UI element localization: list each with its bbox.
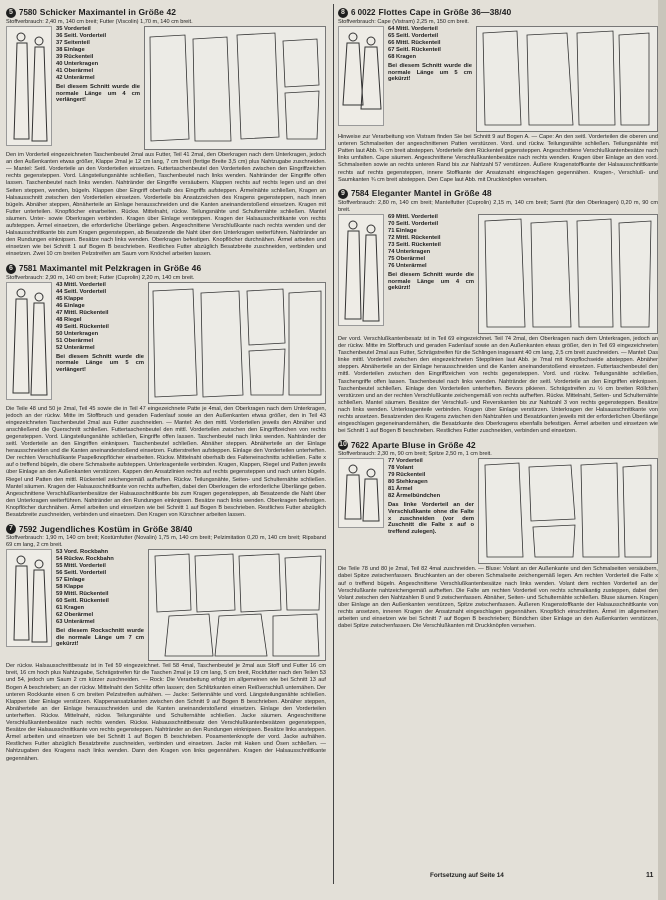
- section-title: Eleganter Mantel in Größe 48: [371, 188, 492, 199]
- cutting-note: Das linke Vorderteil an der Verschlußkante ohne die Falte x zuschneiden (vor dem Zuschnitt die Falte x auf o treffend zulegen).: [388, 502, 474, 535]
- section-code: 7580: [19, 8, 37, 18]
- instructions-text: Der rückw. Halsausschnittbesatz ist in Teil 59 eingezeichnet. Teil 58 4mal, Taschenbeutel je 2mal aus Stoff und Futter 16 cm breit, 16 cm hoch plus Nahtzugabe, Schrägstreifen für die Taschen 2mal je 19 cm lang, 5 cm breit, Rockfutter nach den Teilen 53 und 54, jedoch um Saum 2 cm kürzer zuschneiden. — Rock: Die Verarbeitung erfolgt im allgemeinen wie bei Schnitt 13 auf Bogen A beschrieben; an der rückw. Mittelnaht den Schlitz offen lassen; den Schlitzkanten einen Reißverschluß unternähen. Der unteren Rockkante einen 6 cm breiten Pelzstreifen aufnähen. — Jacke: Seitennähte und vord. Längsteilungsnähte schließen. Klappen über Einlage verstürzen. Klappenansatzkanten zwischen den Schnitt 9 auf Bogen B beschrieben. Abnäher steppen, Abnäherteile an der Einlage herausschneiden und die Kanten aneinanderstoßend einsetzen. Einlage den Vorderteilen unterheften. Rückw. Mittelnaht, rückw. Teilungsnähte und Schulternähte schließen. Jacke säumen. Angeschnittene Verschlußkantenbesätze nach rechts wenden. Rückw. Halsausschnittbesatz den Verschlußkantenbesätzen gegensteppen, Besätze der Halsausschnittkante von rechts gegensteppen. Nahtränder an den Rundungen einknipsen. Besätze links ansteppen. Ärmel arbeiten und einsetzen wie bei Schnitt 1 auf Bogen B beschrieben. Posamentenknopfe der vord. Jacke aufnähen. Restliches Futter abzüglich Besatzbreite zuschneiden, verbinden und einsetzen. Jacke mit Haken und Ösen schließen. — Nahtzugaben des Kragens nach links wenden. Dann den Kragen von links gegennähen. Kragen der Halsausschnittkante gegennähen.: [6, 663, 326, 762]
- list-item: 63 Unterärmel: [56, 619, 95, 626]
- section-number: 7: [6, 524, 16, 534]
- list-item: 55 Mittl. Vorderteil: [56, 563, 106, 570]
- list-item: 76 Unterärmel: [388, 262, 427, 269]
- section-header: [6, 8, 326, 18]
- section-code: 6 0022: [351, 8, 376, 18]
- section-title: Maximantel mit Pelzkragen in Größe 46: [39, 262, 202, 273]
- section-number: 10: [339, 441, 347, 449]
- list-item: 52 Unterärmel: [56, 344, 95, 351]
- pattern-diagram: [478, 458, 658, 564]
- section-number: 8: [338, 8, 348, 18]
- list-item: 78 Volant: [388, 465, 414, 472]
- list-item: 65 Seitl. Vorderteil: [388, 33, 439, 40]
- section-7584: [338, 187, 658, 436]
- pattern-parts-list: [56, 26, 140, 82]
- section-code: 7584: [351, 189, 369, 199]
- list-item: 62 Oberärmel: [56, 612, 94, 619]
- section-header: [338, 440, 658, 450]
- section-title: Schicker Maximantel in Größe 42: [39, 7, 177, 18]
- list-item: 81 Ärmel: [388, 486, 413, 493]
- instructions-text: Die Teile 78 und 80 je 2mal, Teil 82 4mal zuschneiden. — Bluse: Volant an der Außenkante und den Schmalseiten versäubern, dabei Spitze zwischenfassen. Bruchkanten an der oberen Schmalseite zeichengemäß legen. Am rechten Vorderteil die Falte x auf o treffend bügeln. Angeschnittene Verschlußkantenbesätze nach links wenden. Volant dem rechten Vorderteil an der Verschlußkante nahtzeichengemäß aufheften. Die Falte am rechten Vorderteil von rechts schmalkantig zusteppen, dabei den Volant zwischen den Nahtzahlen 8 und 9 zwischenfassen. Abnäher, Seiten- und Schulternähte schließen. Bluse säumen. Kragen über Einlage an den Außenkanten verstürzen, Spitze zwischenfassen. Äußeren Kragenstoffkante der Halsausschnittkante von rechts ansetzen, inneren Kragen der Ansatznaht eingeschlagen gegennähen. Knopflöch einschnitten. Ärmel im allgemeinen arbeiten und einsetzen wie bei Schnitt 7 auf Bogen B beschrieben; Bündchen über Einlage an den Außenkanten verstürzen, dabei Spitze zwischenfassen. Die Verschlußkanten mit Druckknöpfen versehen.: [338, 566, 658, 630]
- length-note: Bei diesem Schnitt wurde die normale Länge um 4 cm verlängert!: [56, 84, 140, 104]
- page-edge-shadow: [658, 0, 666, 900]
- list-item: 67 Seitl. Rückenteil: [388, 47, 441, 54]
- section-title: Flottes Cape in Größe 36—38/40: [378, 7, 512, 18]
- list-item: 36 Seitl. Vorderteil: [56, 33, 107, 40]
- list-item: 66 Mittl. Rückenteil: [388, 40, 441, 47]
- list-item: 40 Unterkragen: [56, 61, 99, 68]
- fashion-illustration: [338, 214, 384, 326]
- section-code: 7622: [351, 440, 369, 450]
- list-item: 80 Stehkragen: [388, 479, 428, 486]
- list-item: 71 Einlage: [388, 227, 417, 234]
- list-item: 53 Vord. Rockbahn: [56, 549, 109, 556]
- fashion-illustration: [6, 549, 52, 647]
- pattern-diagram: [148, 549, 326, 661]
- list-item: 61 Kragen: [56, 605, 85, 612]
- list-item: 50 Unterkragen: [56, 330, 99, 337]
- pattern-diagram: [476, 26, 658, 132]
- section-header: [6, 264, 326, 274]
- instructions-text: Den im Vorderteil eingezeichneten Taschenbeutel 2mal aus Futter, Teil 41 2mal, den Oberkragen nach dem Unterkragen, jedoch an den Außenkanten etwas größer, Klappe 2mal je 12 cm lang, 7 cm breit (fertige Breite 3,5 cm) plus Nahtzugabe zuschneiden. — Mantel: Seitl. Vorderteile an den Vorderteilen einsetzen. Futtertaschenbeutel den Vorderteilen zwischen den Eingriffzeichen rechts gegensteppen. Vord. Längsteilungsnähte schließen, Taschenbeutel nach links wenden. Nahtränder der Eingriffe offen lassen. Taschenbeutel nach links wenden. Nahtränder der Eingriffe versäubern. Klappen rechts auf rechts legen und an drei Seiten steppen, wenden, bügeln. Klappen über Eingriff oberhalb des Eingriffs aufsteppen. Ärmelnähte schließen, Kragen an Halsausschnitt zwischen den Vorderteilen einsetzen. Vorderteile bis Ansatzzeichen des Kragens gegensteppen, nach innen bügeln. Abnäher steppen, Abnäherteile an Einlage herausschneiden und die Kanten aneinanderstoßend einsetzen. Kragen mit Futter unterteilen. Knopflöcher einarbeiten. Rückw. Mittelnaht, rückw. Teilungsnähte und Schulternähte schließen. Mantel säumen. Unter- sowie Oberkragen verbinden. Kragen über Einlage versteppen. Kragen der Halsausschnittkante von rechts aufsteppen. Ärmel einsetzen, die erforderliche Überlänge geben. Angeschnittene Verschlußkante nach rechts wenden und der Halsausschnittkante bis zum Kragen gegensteppen, ab Besatzende die Naht über den Unterkragen weiterführen. Nahtränder an den Rundungen einknipsen. Besätze nach links wenden. Oberkragen befestigen. Knopflöcher durchnähen. Ärmel arbeiten und einsetzen wie bei Schnitt 1 auf Bogen B beschrieben. Restliches Futter abzüglich Besatzbreite zuschneiden, verbinden und einsetzen. Zwei 10 cm breiten Pelzstreifen am Saum vom Knöchel arbeiten lassen.: [6, 152, 326, 258]
- list-item: 74 Unterkragen: [388, 248, 431, 255]
- section-number: 5: [6, 8, 16, 18]
- list-item: 41 Oberärmel: [56, 68, 94, 75]
- list-item: 60 Seitl. Rückenteil: [56, 598, 109, 605]
- instructions-text: Die Teile 48 und 50 je 2mal, Teil 45 sowie die in Teil 47 eingezeichnete Patte je 4mal, den Oberkragen nach dem Unterkragen, jedoch an der rückw. Mitte im Stoffbruch und geraden Fadenlauf sowie an den Außenkanten etwas größer, den in Teil 43 eingezeichneten Taschenbeutel 2mal aus Futter zuschneiden. — Mantel: An den mittl. Vorderteilen jeweils den Abnäher und anschließend die Querschnitt schließen. Futtertaschenbeutel den mittl. Vorderteilen zwischen den Eingriffzeichen von rechts gegensteppen. Vord. Längsteilungsnähte schließen, Eingriffe offen lassen. Taschenbeutel nach links wenden. Nahtränder der seitl. Vorderteile an den Eingriffen einknipsen. Taschenbeutel schließen. Abnäher steppen. Abnäherteile an der Einlage herausschneiden und die Kanten aneinanderstoßend einsetzen. Futterstreifen aufsteppen. Einlage den Vorderteilen unterheften. Der rechten Verschlußkante Paspelknopflöcher einarbeiten. Rückw. Mittelnaht oberhalb des Falteneinschnitts schließen. Falte x auf o treffend bügeln, die obere Schmalseite aufsteppen. Unterkragenteile verbinden. Kragen, Klappen, Riegel und Patten jeweils über Einlage an den Außenkanten verstürzen. Kappen den Ansatzlinien rechts auf rechts gegensteppen und nach unten bügeln. Riegel und Patten den mittl. Rückenteil zeichengemäß aufheften. Rückw. Teilungsnähte, Seiten- und Schulternähte schließen. Mantel säumen. Kragen der Halsausschnittkante von rechts aufheften, dabei den Oberkragen die erforderliche Überlänge geben. Angeschnittene Verschlußkantenbesätze der Halsausschnittkante bis zum Kragen gegensteppen, ab Besatzende die Naht über den Unterkragen weiterführen. Nahtränder an den Rundungen einknipsen. Besätze nach links wenden. Oberkragen befestigen. Knopflöcher durchnähen. Ärmel arbeiten und einsetzen wie bei Schnitt 1 auf Bogen B beschrieben. Restliches Futter abzüglich Besatzbreite zuschneiden, verbinden und einsetzen. Den Kragen von Kürschner arbeiten lassen.: [6, 405, 326, 518]
- list-item: 57 Einlage: [56, 577, 85, 584]
- section-header: [6, 524, 326, 534]
- pattern-diagram: [148, 282, 326, 404]
- list-item: 35 Vorderteil: [56, 26, 91, 33]
- page-number: 11: [646, 872, 654, 879]
- section-header: [338, 189, 658, 199]
- continuation-note: Fortsetzung auf Seite 14: [430, 872, 504, 879]
- length-note: Bei diesem Schnitt wurde die normale Länge um 4 cm gekürzt!: [388, 271, 474, 292]
- section-header: [338, 8, 658, 18]
- pattern-parts-list: [56, 282, 144, 352]
- length-note: Bei diesem Rockschnitt wurde die normale Länge um 7 cm gekürzt!: [56, 628, 144, 648]
- section-title: Jugendliches Kostüm in Größe 38/40: [39, 523, 193, 534]
- list-item: 37 Seitenteil: [56, 40, 90, 47]
- length-note: Bei diesem Schnitt wurde die normale Länge um 5 cm gekürzt!: [388, 63, 472, 83]
- pattern-diagram: [144, 26, 326, 150]
- section-code: 7581: [19, 263, 37, 273]
- list-item: 38 Einlage: [56, 47, 85, 54]
- section-7580: [6, 6, 326, 259]
- list-item: 56 Seitl. Vorderteil: [56, 570, 107, 577]
- fabric-usage: Stoffverbrauch: 2,80 m, 140 cm breit; Mantelfutter (Cuprolin) 2,15 m, 140 cm breit; Samt (für den Oberkragen) 0,20 m, 90 cm breit.: [338, 199, 658, 213]
- section-7622: [338, 438, 658, 630]
- list-item: 75 Oberärmel: [388, 255, 426, 262]
- list-item: 82 Ärmelbündchen: [388, 493, 441, 500]
- list-item: 42 Unterärmel: [56, 75, 95, 82]
- section-title: Aparte Bluse in Größe 42: [371, 439, 476, 450]
- list-item: 59 Mittl. Rückenteil: [56, 591, 109, 598]
- list-item: 47 Mittl. Rückenteil: [56, 309, 109, 316]
- pattern-parts-list: [388, 458, 474, 500]
- pattern-parts-list: [388, 26, 472, 61]
- list-item: 39 Rückenteil: [56, 54, 94, 61]
- length-note: Bei diesem Schnitt wurde die normale Länge um 5 cm verlängert!: [56, 353, 144, 373]
- list-item: 69 Mittl. Vorderteil: [388, 213, 438, 220]
- fabric-usage: Stoffverbrauch: 2,30 m, 90 cm breit; Spitze 2,50 m, 1 cm breit.: [338, 451, 492, 458]
- fashion-illustration: [6, 282, 52, 400]
- list-item: 43 Mittl. Vorderteil: [56, 281, 106, 288]
- left-column: [6, 6, 326, 766]
- fabric-usage: Stoffverbrauch: 2,40 m, 140 cm breit; Futter (Viscolin) 1,70 m, 140 cm breit.: [6, 19, 193, 25]
- fashion-illustration: [338, 26, 384, 126]
- fashion-illustration: [6, 26, 52, 146]
- fashion-illustration: [338, 458, 384, 528]
- right-column: [338, 6, 658, 633]
- list-item: 64 Mittl. Vorderteil: [388, 26, 438, 33]
- list-item: 51 Oberärmel: [56, 337, 94, 344]
- section-7581: [6, 262, 326, 520]
- list-item: 54 Rückw. Rockbahn: [56, 556, 114, 563]
- list-item: 58 Klappe: [56, 584, 84, 591]
- section-number: 6: [6, 264, 16, 274]
- list-item: 77 Vorderteil: [388, 458, 423, 465]
- fabric-usage: Stoffverbrauch: 1,90 m, 140 cm breit; Kostümfutter (Novalin) 1,75 m, 140 cm breit; Pelzimitation 0,20 m, 140 cm breit; Ripsband 69 cm lang, 2 cm breit.: [6, 535, 326, 549]
- list-item: 44 Seitl. Vorderteil: [56, 288, 107, 295]
- pattern-parts-list: [56, 549, 144, 626]
- instructions-text: Hinweise zur Verarbeitung von Vistram finden Sie bei Schnitt 9 auf Bogen A. — Cape: An den seitl. Vorderteilen die oberen und unteren Schmalseiten der angeschnittenen Patten verstürzen. Vord. und rückw. Teilungsnähte schließen. Teilungsnähte mit Patten laut Abb. ¾ cm breit absteppen. Vorderteile dem Rückenteil gegensteppen. Angeschnittene Verschlußkantenbesätze nach links umfalten. Cape säumen. Angeschnittene Verschlußkantenbesätze nach rechts wenden. Kragen über Einlage an den vord. Schmalseiten sowie an rechts unteren Rand bis zur Nahtzahl 57 verstürzen. Äußere Kragenstoffkante der Halsausschnittkante rechts auf rechts gegensteppen, innere Stoffkante der Ansatznaht eingeschlagen gegennähen. Kragen-, Verschluß- und Saumkanten ¾ cm breit absteppen. Den Cape laut Abb. mit Druckknöpfen versehen.: [338, 134, 658, 183]
- list-item: 46 Einlage: [56, 302, 85, 309]
- section-7592: [6, 522, 326, 763]
- list-item: 79 Rückenteil: [388, 472, 426, 479]
- list-item: 45 Klappe: [56, 295, 84, 302]
- list-item: 72 Mittl. Rückenteil: [388, 234, 441, 241]
- list-item: 48 Riegel: [56, 316, 82, 323]
- instructions-text: Der vord. Verschlußkantenbesatz ist in Teil 69 eingezeichnet. Teil 74 2mal, den Oberkragen nach dem Unterkragen, jedoch an der rückw. Mitte im Stoffbruch und geraden Fadenlauf sowie an den Außenkanten etwas größer, den in Teil 69 eingezeichneten Taschenbeutel 2mal aus Futter, Schrägstreifen für die Schlingen insgesamt 40 cm lang, 2,5 cm breit zuschneiden. — Mantel: Das linke mittl. Vorderteil zwischen den eingezeichneten Stepplinien laut Abb. je 7mal mit Knopflochseide absteppen. Abnäher steppen. Abnäherteile an der Einlage herausschneiden und die Kanten aneinanderstoßend einsetzen. Futtertaschenbeutel den mittl. Vorderteilen zwischen den Eingriffzeichen von rechts gegensteppen. Vord. und rückw. Teilungsnähte schließen, Taschengriffe offen lassen. Taschenbeutel nach links wenden. Nahtränder der seitl. Vorderteile an den Eingriffen einknipsen. Taschenbeutel schließen. Einlage den Vorderteilen unterheften. Bevors pikieren. Schrägstreifen zu ½ cm breiten Röllchen verstürzen und an der rechten Verschlußkante zeichengemäß von rechts aufheften. Rückw. Mittelnaht, Seiten- und Schulternähte schließen. Mantel säumen. Besätze der Verschluß- und Reverskanten bis zur Nahtzahl 3 von rechts gegensteppen. Besätze nach links wenden. Unterkragenteile verbinden. Kragen über Einlage verstürzen. Unterkragen der Halsausschnittkante von rechts ansetzen. Besatzenden des Kragens zwischen den Nahtzahlen und Besatzkanten jeweils mit der erforderlichen Überlänge eingeschlagen gegeneinandernähen, die Besatzkante des Oberkragens ebenfalls befestigen. Ärmel arbeiten und einsetzen wie bei Schnitt 1 auf Bogen B beschrieben. Restliches Futter zuschneiden, verbinden und einsetzen.: [338, 335, 658, 435]
- list-item: 70 Seitl. Vorderteil: [388, 220, 439, 227]
- list-item: 68 Kragen: [388, 54, 417, 61]
- fabric-usage: Stoffverbrauch: Cape (Vistram) 2,25 m, 150 cm breit.: [338, 19, 469, 25]
- list-item: 49 Seitl. Rückenteil: [56, 323, 109, 330]
- section-number: 9: [338, 189, 348, 199]
- section-6022: [338, 6, 658, 184]
- section-code: 7592: [19, 524, 37, 534]
- list-item: 73 Seitl. Rückenteil: [388, 241, 441, 248]
- fabric-usage: Stoffverbrauch: 2,90 m, 140 cm breit; Futter (Cuprolin) 2,20 m, 140 cm breit.: [6, 274, 195, 281]
- column-divider: [333, 4, 334, 884]
- pattern-diagram: [478, 214, 658, 334]
- pattern-parts-list: [388, 214, 474, 270]
